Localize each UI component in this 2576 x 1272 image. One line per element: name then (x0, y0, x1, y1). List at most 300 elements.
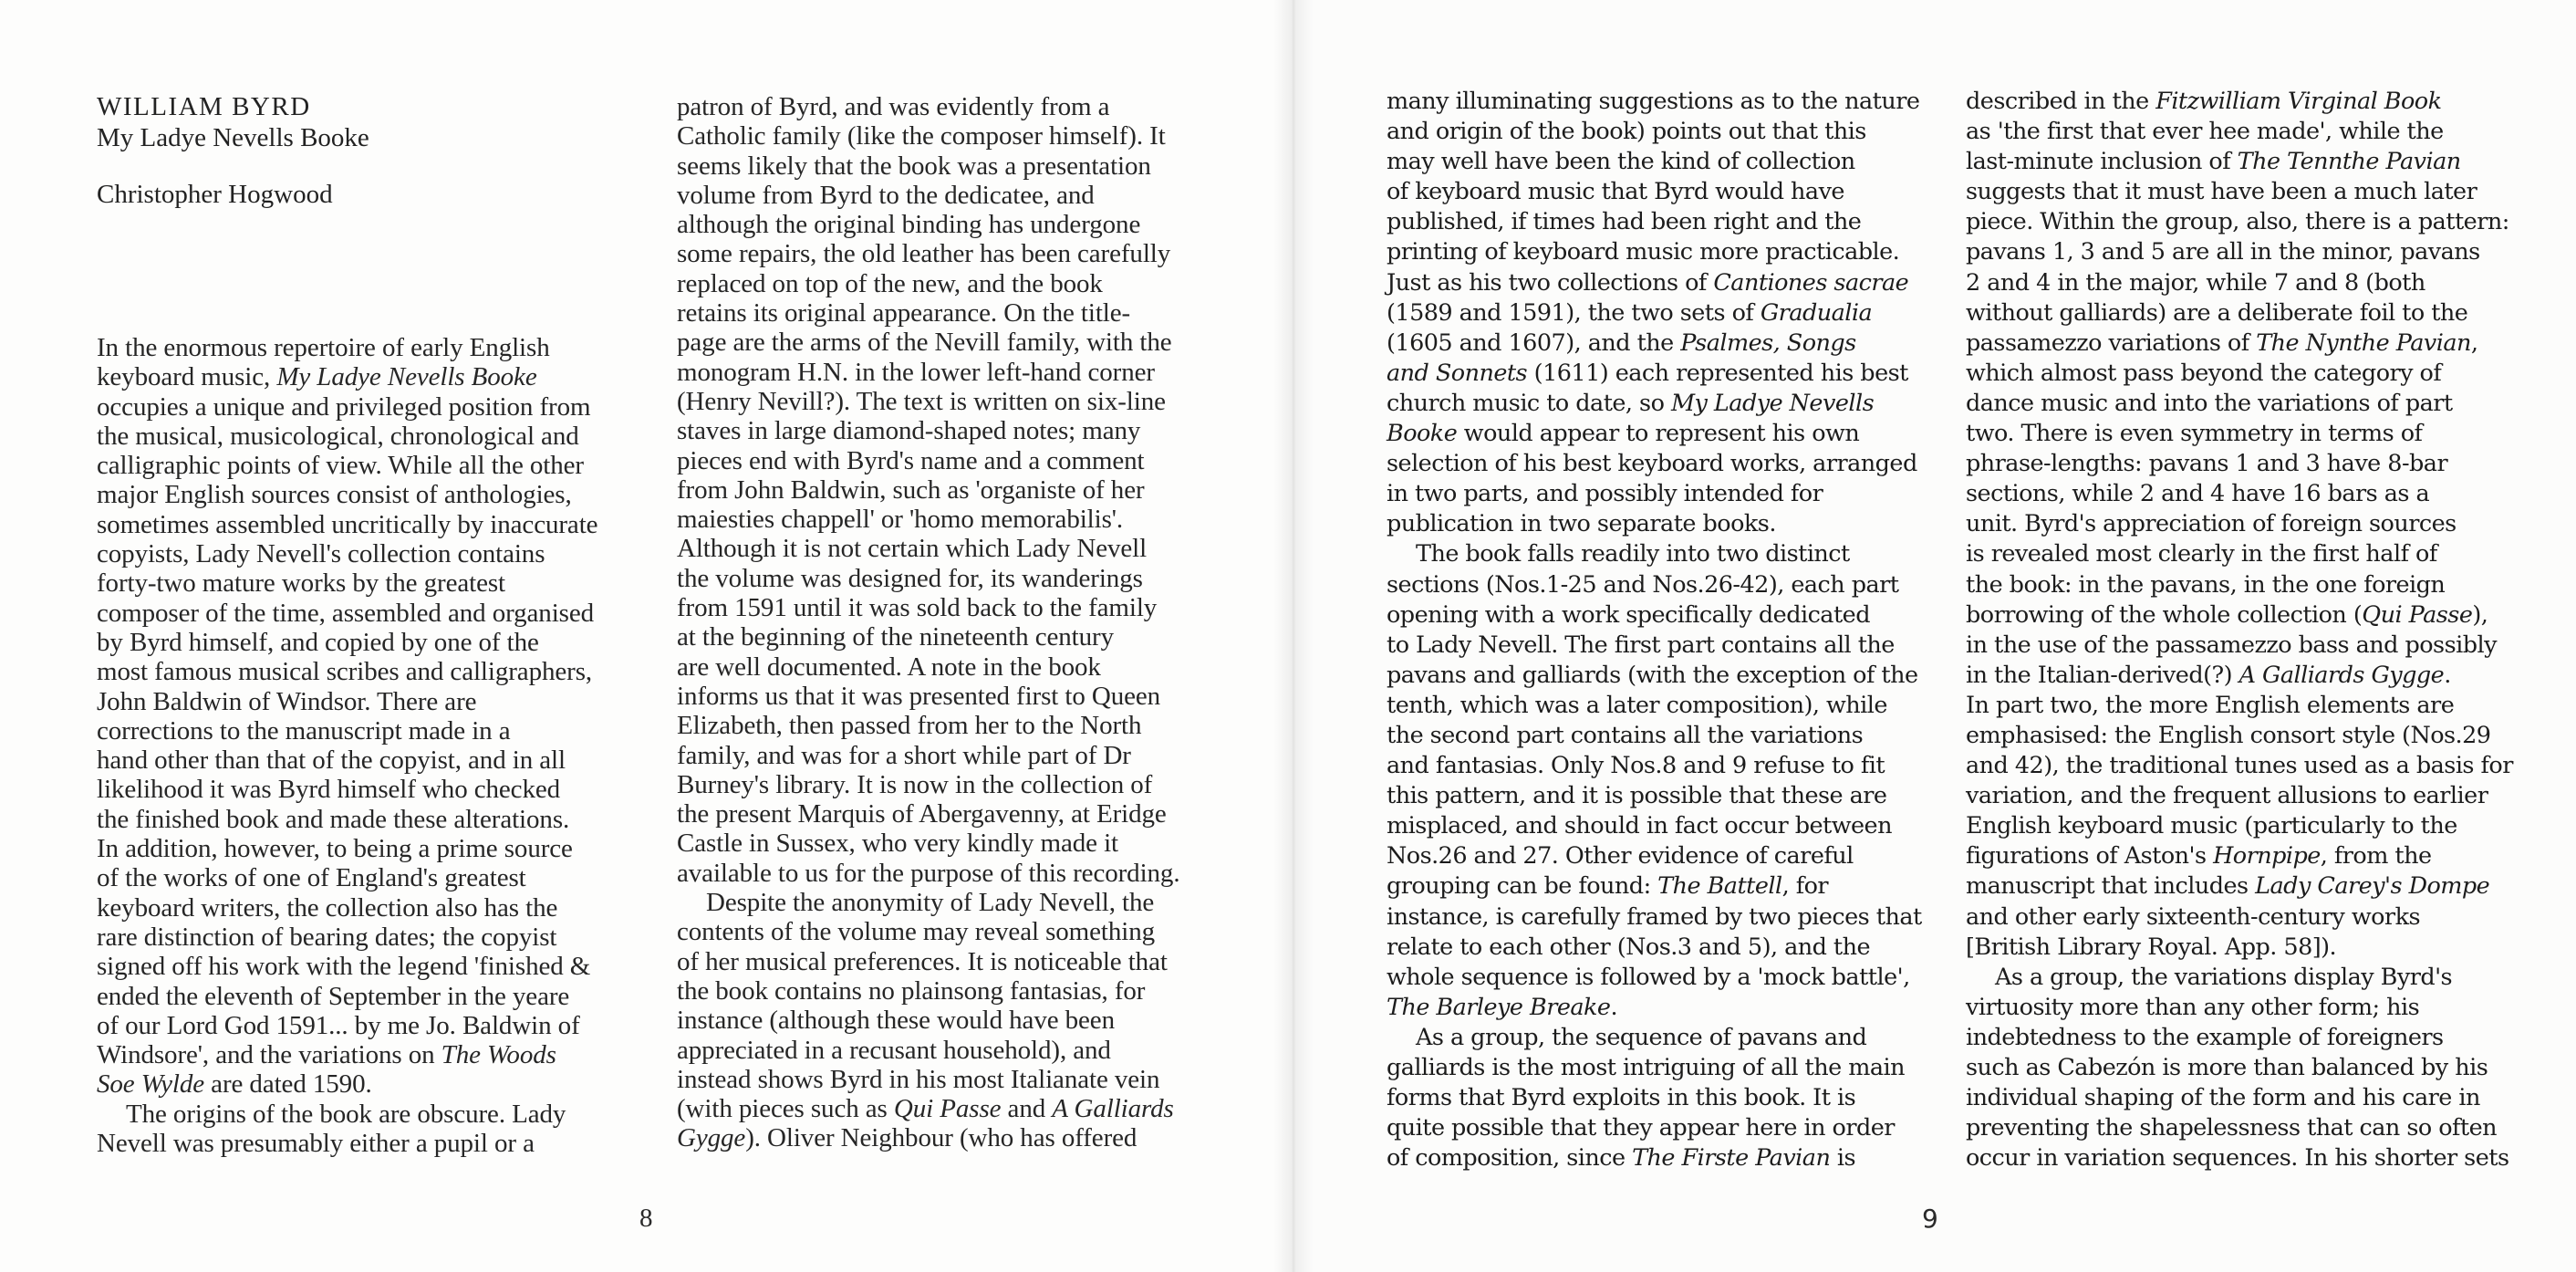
text-run: major English sources consist of anthologies, (97, 480, 572, 510)
text-line (97, 716, 635, 745)
text-line (677, 741, 1224, 770)
text-run: two. There is even symmetry in terms of (1966, 420, 2423, 448)
work-title: My Ladye Nevells Booke (97, 123, 369, 152)
text-run: available to us for the purpose of this recording. (677, 858, 1180, 888)
text-line (1966, 1023, 2550, 1053)
text-line (677, 799, 1224, 829)
text-run: ). Oliver Neighbour (who has offered (745, 1123, 1137, 1153)
text-line (1387, 268, 1943, 298)
text-run: , from the (2320, 842, 2432, 871)
text-line (97, 568, 635, 598)
author-name: Christopher Hogwood (97, 180, 333, 209)
text-run: Although it is not certain which Lady Nevell (677, 534, 1148, 564)
text-line (677, 1036, 1224, 1065)
text-run: borrowing of the whole collection ( (1966, 600, 2363, 629)
text-run: of her musical preferences. It is noticeable that (677, 946, 1168, 976)
italic-title: The Firste Pavian (1632, 1144, 1831, 1173)
text-line (1966, 177, 2550, 207)
text-run: figurations of Aston's (1966, 842, 2214, 871)
text-line (677, 534, 1224, 563)
text-line (1387, 207, 1943, 237)
text-line (1387, 661, 1943, 691)
text-run: publication in two separate books. (1387, 510, 1776, 538)
text-line (677, 92, 1224, 121)
text-line (1966, 207, 2550, 237)
text-run: . (2444, 661, 2451, 689)
text-line (1966, 539, 2550, 569)
text-run: the volume was designed for, its wanderings (677, 563, 1143, 593)
text-line (1966, 963, 2550, 993)
text-run: and 42), the traditional tunes used as a basis for (1966, 752, 2513, 780)
text-run: of keyboard music that Byrd would have (1387, 178, 1844, 206)
text-run: church music to date, so (1387, 389, 1671, 417)
heading-block (97, 91, 644, 210)
text-line (97, 480, 635, 509)
text-run: volume from Byrd to the dedicatee, and (677, 180, 1095, 210)
text-line (1966, 781, 2550, 811)
book-gutter (1273, 0, 1314, 1272)
italic-title: Hornpipe (2213, 842, 2321, 871)
text-line (1387, 841, 1943, 871)
text-run: passamezzo variations of (1966, 328, 2257, 357)
text-run: (1611) each represented his best (1527, 359, 1908, 387)
text-run: in two parts, and possibly intended for (1387, 480, 1823, 508)
text-line (677, 976, 1224, 1006)
text-run: instead shows Byrd in his most Italianate vein (677, 1064, 1160, 1094)
text-line (1966, 993, 2550, 1023)
page-right (1292, 0, 2576, 1272)
text-run: instance (although these would have been (677, 1006, 1115, 1036)
text-line (1966, 509, 2550, 539)
text-run: maiesties chappell' or 'homo memorabilis'. (677, 505, 1124, 535)
text-run: individual shaping of the form and his care in (1966, 1084, 2480, 1112)
text-run: keyboard writers, the collection also has the (97, 892, 558, 923)
text-run: replaced on top of the new, and the book (677, 268, 1103, 298)
text-run: pieces end with Byrd's name and a comment (677, 445, 1145, 475)
text-run: (Henry Nevill?). The text is written on six-line (677, 386, 1166, 416)
text-run: composer of the time, assembled and organised (97, 598, 595, 628)
text-line (1387, 721, 1943, 751)
text-run: In addition, however, to being a prime source (97, 834, 573, 864)
text-line (1387, 1023, 1943, 1053)
text-line (97, 1100, 635, 1129)
text-run: Catholic family (like the composer himself). It (677, 121, 1166, 151)
text-run: Castle in Sussex, who very kindly made it (677, 829, 1119, 859)
text-line (1387, 691, 1943, 721)
text-line (97, 422, 635, 451)
text-line (1387, 600, 1943, 631)
text-line (1387, 871, 1943, 902)
text-line (97, 834, 635, 863)
text-line (97, 333, 635, 362)
text-run: as 'the first that ever hee made', while the (1966, 118, 2444, 146)
text-column (677, 92, 1224, 1153)
text-run: (with pieces such as (677, 1094, 894, 1124)
text-line (1966, 811, 2550, 841)
text-line (677, 328, 1224, 357)
text-run: is revealed most clearly in the first half of (1966, 540, 2437, 568)
text-run: quite possible that they appear here in order (1387, 1114, 1895, 1142)
text-run: grouping can be found: (1387, 872, 1658, 901)
text-run: variation, and the frequent allusions to earlier (1966, 782, 2488, 810)
text-run: preventing the shapelessness that can so often (1966, 1114, 2498, 1142)
text-run: forty-two mature works by the greatest (97, 568, 505, 599)
text-line (1966, 298, 2550, 328)
text-run: sections (Nos.1-25 and Nos.26-42), each part (1387, 570, 1899, 599)
text-run: dance music and into the variations of part (1966, 389, 2453, 417)
text-line (1387, 1113, 1943, 1143)
text-line (1387, 449, 1943, 479)
text-run: appreciated in a recusant household), and (677, 1035, 1111, 1065)
text-line (1387, 117, 1943, 147)
text-line (1966, 237, 2550, 267)
text-run: suggests that it must have been a much later (1966, 178, 2477, 206)
italic-title: The Barleye Breake (1387, 993, 1611, 1021)
text-line (1966, 147, 2550, 177)
text-run: of composition, since (1387, 1144, 1633, 1173)
text-run: manuscript that includes (1966, 872, 2256, 901)
text-line (97, 362, 635, 391)
text-run: In part two, the more English elements are (1966, 691, 2455, 719)
text-run: from John Baldwin, such as 'organiste of her (677, 474, 1145, 505)
text-line (97, 775, 635, 804)
text-line (1966, 1143, 2550, 1173)
text-line (1966, 449, 2550, 479)
text-run: sometimes assembled uncritically by inaccurate (97, 509, 598, 539)
text-run: of the works of one of England's greatest (97, 863, 526, 893)
text-run: at the beginning of the nineteenth century (677, 622, 1114, 652)
text-run: the finished book and made these alterations. (97, 804, 570, 834)
text-run: occupies a unique and privileged position from (97, 391, 591, 422)
text-line (1387, 177, 1943, 207)
text-run: The origins of the book are obscure. Lady (126, 1099, 566, 1129)
text-line (1966, 902, 2550, 933)
text-line (1966, 419, 2550, 449)
text-run: staves in large diamond-shaped notes; many (677, 416, 1141, 446)
text-line (1966, 871, 2550, 902)
page-number: 8 (639, 1204, 653, 1233)
text-line (677, 593, 1224, 622)
text-line (677, 652, 1224, 682)
text-line (1387, 631, 1943, 661)
text-line (97, 893, 635, 923)
text-line (1387, 751, 1943, 781)
text-run: corrections to the manuscript made in a (97, 715, 511, 745)
text-run: family, and was for a short while part of Dr (677, 740, 1131, 770)
text-run: relate to each other (Nos.3 and 5), and the (1387, 933, 1871, 961)
text-run: Despite the anonymity of Lady Nevell, the (706, 888, 1155, 918)
text-run: to Lady Nevell. The first part contains all the (1387, 631, 1895, 659)
text-line (1966, 1083, 2550, 1113)
text-run: Nevell was presumably either a pupil or a (97, 1129, 535, 1159)
text-run: rare distinction of bearing dates; the copyist (97, 922, 557, 952)
text-line (677, 564, 1224, 593)
text-run: which almost pass beyond the category of (1966, 359, 2442, 387)
italic-title: The Woods (441, 1040, 556, 1070)
text-run: patron of Byrd, and was evidently from a (677, 92, 1110, 121)
text-line (677, 298, 1224, 328)
page-number: 9 (1922, 1204, 1938, 1234)
text-line (97, 599, 635, 628)
text-line (677, 269, 1224, 298)
text-line (677, 622, 1224, 652)
italic-title: Gygge (677, 1123, 746, 1153)
text-line (1387, 902, 1943, 933)
italic-title: The Tennthe Pavian (2237, 148, 2461, 176)
text-run: copyists, Lady Nevell's collection contains (97, 539, 545, 569)
text-line (1966, 268, 2550, 298)
text-run: tenth, which was a later composition), while (1387, 691, 1887, 719)
text-run: emphasised: the English consort style (Nos.29 (1966, 721, 2491, 749)
text-run: the second part contains all the variations (1387, 721, 1864, 749)
text-line (1966, 359, 2550, 389)
text-line (1966, 479, 2550, 509)
text-line (1387, 237, 1943, 267)
text-run: many illuminating suggestions as to the nature (1387, 88, 1920, 115)
text-run: most famous musical scribes and calligraphers, (97, 657, 593, 687)
text-run: selection of his best keyboard works, arranged (1387, 450, 1917, 478)
text-run: forms that Byrd exploits in this book. It is (1387, 1084, 1856, 1112)
text-line (97, 687, 635, 716)
text-line (1966, 117, 2550, 147)
text-line (677, 859, 1224, 888)
italic-title: My Ladye Nevells (1670, 389, 1875, 417)
text-run: and other early sixteenth-century works (1966, 902, 2421, 931)
text-line (97, 745, 635, 775)
text-run: The book falls readily into two distinct (1416, 540, 1850, 568)
text-line (1966, 661, 2550, 691)
text-run: may well have been the kind of collection (1387, 148, 1855, 176)
text-line (1387, 963, 1943, 993)
text-line (1966, 691, 2550, 721)
text-line (677, 358, 1224, 387)
text-run: John Baldwin of Windsor. There are (97, 686, 477, 716)
text-line (97, 657, 635, 686)
text-line (97, 1069, 635, 1099)
text-run: in the use of the passamezzo bass and possibly (1966, 631, 2497, 659)
text-line (677, 1123, 1224, 1152)
text-run: hand other than that of the copyist, and in all (97, 745, 566, 776)
text-run: although the original binding has undergone (677, 210, 1141, 240)
text-line (1966, 721, 2550, 751)
italic-title: and Sonnets (1387, 359, 1528, 387)
italic-title: Fitzwilliam Virginal Book (2155, 88, 2442, 115)
text-run: unit. Byrd's appreciation of foreign sources (1966, 510, 2457, 538)
text-line (677, 239, 1224, 268)
text-line (97, 982, 635, 1011)
text-run: indebtedness to the example of foreigners (1966, 1023, 2444, 1051)
text-run: likelihood it was Byrd himself who checked (97, 775, 561, 805)
text-run: instance, is carefully framed by two pieces that (1387, 902, 1922, 931)
composer-name: WILLIAM BYRD (97, 92, 311, 121)
text-run: are well documented. A note in the book (677, 652, 1101, 682)
text-line (677, 210, 1224, 239)
text-run: 2 and 4 in the major, while 7 and 8 (both (1966, 268, 2425, 297)
text-line (677, 947, 1224, 976)
text-line (1966, 570, 2550, 600)
text-run: page are the arms of the Nevill family, with the (677, 328, 1172, 358)
italic-title: My Ladye Nevells Booke (276, 362, 537, 392)
text-run: misplaced, and should in fact occur between (1387, 812, 1892, 840)
text-line (97, 510, 635, 539)
text-line (97, 539, 635, 568)
text-line (677, 711, 1224, 740)
text-line (1387, 359, 1943, 389)
text-line (97, 628, 635, 657)
text-line (97, 392, 635, 422)
text-line (1387, 1143, 1943, 1173)
text-line (1966, 389, 2550, 419)
text-line (1387, 993, 1943, 1023)
text-run: retains its original appearance. On the title- (677, 298, 1131, 328)
text-line (677, 917, 1224, 946)
text-run: and origin of the book) points out that this (1387, 118, 1866, 146)
text-line (1966, 841, 2550, 871)
text-run: the book: in the pavans, in the one foreign (1966, 570, 2446, 599)
text-run: last-minute inclusion of (1966, 148, 2238, 176)
text-run: ended the eleventh of September in the yeare (97, 981, 570, 1011)
text-line (97, 805, 635, 834)
text-line (1966, 1113, 2550, 1143)
italic-title: Psalmes, Songs (1680, 328, 1856, 357)
text-run: opening with a work specifically dedicated (1387, 600, 1870, 629)
text-run: of our Lord God 1591... by me Jo. Baldwin of (97, 1010, 580, 1040)
text-line (1966, 631, 2550, 661)
text-line (677, 888, 1224, 917)
text-run: (1589 and 1591), the two sets of (1387, 298, 1761, 327)
text-run: printing of keyboard music more practicable. (1387, 238, 1900, 266)
text-run: Burney's library. It is now in the collection of (677, 769, 1153, 799)
text-run: Nos.26 and 27. Other evidence of careful (1387, 842, 1854, 871)
text-line (1387, 811, 1943, 841)
text-line (1387, 1053, 1943, 1083)
text-run: signed off his work with the legend 'finished & (97, 952, 591, 982)
text-line (1966, 328, 2550, 359)
text-run: calligraphic points of view. While all the other (97, 451, 584, 481)
italic-title: A Galliards Gygge (2238, 661, 2445, 689)
text-line (1387, 933, 1943, 963)
italic-title: The Battell (1657, 872, 1782, 901)
text-line (677, 446, 1224, 475)
text-line (1966, 87, 2550, 117)
text-line (677, 387, 1224, 416)
text-run: . (1610, 993, 1618, 1021)
text-run: As a group, the sequence of pavans and (1416, 1023, 1867, 1051)
text-run: the present Marquis of Abergavenny, at Eridge (677, 799, 1167, 829)
text-run: in the Italian-derived(?) (1966, 661, 2239, 689)
text-run: seems likely that the book was a presentation (677, 151, 1151, 181)
text-line (1387, 147, 1943, 177)
text-run: galliards is the most intriguing of all the main (1387, 1054, 1905, 1081)
text-run: from 1591 until it was sold back to the family (677, 593, 1158, 623)
text-run: As a group, the variations display Byrd's (1995, 963, 2453, 991)
italic-title: Cantiones sacrae (1713, 268, 1909, 297)
text-run: keyboard music, (97, 362, 277, 392)
italic-title: Lady Carey's Dompe (2255, 872, 2490, 901)
text-run: and fantasias. Only Nos.8 and 9 refuse to fit (1387, 752, 1885, 780)
text-line (677, 1006, 1224, 1035)
text-run: described in the (1966, 88, 2156, 115)
text-column (1387, 87, 1943, 1173)
text-run: some repairs, the old leather has been carefully (677, 239, 1171, 269)
text-line (677, 505, 1224, 534)
text-run: informs us that it was presented first to Queen (677, 681, 1161, 711)
text-run: English keyboard music (particularly to the (1966, 812, 2457, 840)
text-run: are dated 1590. (204, 1069, 372, 1100)
text-run: , for (1781, 872, 1829, 901)
text-run: Windsore', and the variations on (97, 1040, 441, 1070)
text-run: sections, while 2 and 4 have 16 bars as a (1966, 480, 2430, 508)
text-run: and (1001, 1094, 1053, 1124)
text-run: this pattern, and it is possible that these are (1387, 782, 1887, 810)
text-run: by Byrd himself, and copied by one of the (97, 627, 539, 657)
text-run: the book contains no plainsong fantasias, for (677, 975, 1146, 1006)
text-run: contents of the volume may reveal something (677, 917, 1156, 947)
text-line (1387, 298, 1943, 328)
text-line (97, 451, 635, 480)
text-line (97, 1129, 635, 1158)
text-column (1966, 87, 2550, 1173)
text-run: (1605 and 1607), and the (1387, 328, 1681, 357)
text-line (1387, 509, 1943, 539)
text-run: , (2470, 328, 2478, 357)
italic-title: The Nynthe Pavian (2256, 328, 2471, 357)
text-run: phrase-lengths: pavans 1 and 3 have 8-bar (1966, 450, 2448, 478)
text-line (1387, 539, 1943, 569)
italic-title: Qui Passe (2362, 600, 2473, 629)
italic-title: A Galliards (1052, 1094, 1174, 1124)
text-run: pavans and galliards (with the exception of the (1387, 661, 1918, 689)
text-line (1387, 1083, 1943, 1113)
text-line (97, 1011, 635, 1040)
text-line (677, 475, 1224, 505)
text-run: virtuosity more than any other form; his (1966, 993, 2420, 1021)
text-line (97, 1040, 635, 1069)
text-run: is (1830, 1144, 1856, 1173)
text-line (1387, 389, 1943, 419)
text-line (1966, 600, 2550, 631)
text-line (1387, 570, 1943, 600)
text-line (1387, 419, 1943, 449)
text-line (677, 416, 1224, 445)
text-run: without galliards) are a deliberate foil to the (1966, 298, 2468, 327)
text-run: piece. Within the group, also, there is a pattern: (1966, 208, 2509, 236)
text-run: monogram H.N. in the lower left-hand corner (677, 357, 1155, 387)
text-line (1387, 781, 1943, 811)
text-line (1966, 933, 2550, 963)
text-run: [British Library Royal. App. 58]). (1966, 933, 2337, 961)
text-line (677, 181, 1224, 210)
text-line (97, 952, 635, 981)
text-run: pavans 1, 3 and 5 are all in the minor, pavans (1966, 238, 2480, 266)
text-line (677, 1094, 1224, 1123)
italic-title: Qui Passe (893, 1094, 1002, 1124)
text-run: occur in variation sequences. In his shorter sets (1966, 1144, 2509, 1173)
text-run: Just as his two collections of (1387, 268, 1714, 297)
text-run: Elizabeth, then passed from her to the North (677, 711, 1142, 741)
text-line (97, 923, 635, 952)
italic-title: Booke (1387, 420, 1458, 448)
text-line (677, 770, 1224, 799)
italic-title: Gradualia (1760, 298, 1873, 327)
text-run: published, if times had been right and the (1387, 208, 1862, 236)
text-run: ), (2472, 600, 2488, 629)
text-column (97, 333, 635, 1158)
text-line (1387, 328, 1943, 359)
italic-title: Soe Wylde (97, 1069, 205, 1100)
text-line (1387, 87, 1943, 117)
text-line (677, 151, 1224, 181)
